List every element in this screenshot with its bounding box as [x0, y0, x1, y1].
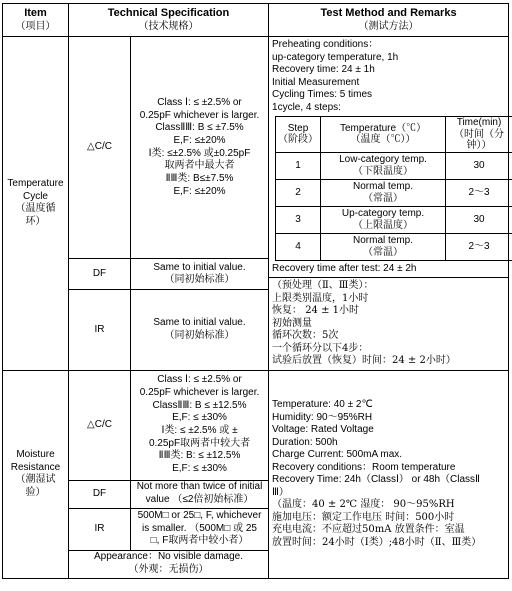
header-method: Test Method and Remarks （测试方法） — [269, 4, 509, 37]
mr-df-spec: Not more than twice of initial value （≤2倍初始标准） — [131, 480, 269, 508]
tc-cc-label: △C/C — [69, 37, 131, 259]
mr-method-cell: Temperature: 40 ± 2℃ Humidity: 90～95%RH Voltage: Rated Voltage Duration: 500h Charge Current: 500mA max. Recovery conditions：Room temperature Recovery Time: 24h（ClassⅠ） or 48h（ClassⅡ Ⅲ） （温度：40 ± 2℃ 湿度： 90～95%RH 施加电压：额定工作电压 时间：500小时 充电电流：不应超过50mA 放置条件：室温 放置时间：24小时（Ⅰ类）;48小时（Ⅱ、Ⅲ类） — [269, 370, 509, 578]
mr-ir-label: IR — [69, 508, 131, 550]
mr-item-cell: Moisture Resistance （潮湿试 验） — [3, 370, 69, 578]
tc-method-zh: （预处理（Ⅱ、Ⅲ类）： 上限类别温度，1小时 恢复： 24 ± 1小时 初始测量 循环次数：5次 一个循环分以下4步： 试验后放置（恢复）时间：24 ± 2小时） — [269, 277, 508, 368]
tc-method-line: Recovery time after test: 24 ± 2h — [272, 262, 417, 274]
mr-df-label: DF — [69, 480, 131, 508]
tc-method-line: 1cycle, 4 steps: — [272, 101, 341, 113]
tc-item-cell: Temperature Cycle （温度循 环） — [3, 37, 69, 371]
tc-method-line: Recovery time: 24 ± 1h — [272, 64, 375, 75]
tc-method-line: up-category temperature, 1h — [272, 51, 399, 63]
steps-row: 3 Up-category temp. （上限温度） 30 — [276, 206, 512, 233]
mr-ir-spec: 500M□ or 25□, F, whichever is smaller. （500M□ 或 25 □, F取两者中较小者） — [131, 508, 269, 550]
tc-ir-spec: Same to initial value. （同初始标准） — [131, 290, 269, 370]
steps-row: 4 Normal temp. （常温） 2～3 — [276, 233, 512, 260]
tc-df-spec: Same to initial value. （同初始标准） — [131, 259, 269, 290]
mr-cc-label: △C/C — [69, 370, 131, 480]
header-row — [3, 4, 509, 37]
tc-method-cell — [269, 37, 509, 371]
steps-row: 1 Low-category temp. （下限温度） 30 — [276, 152, 512, 179]
tc-ir-label: IR — [69, 290, 131, 370]
mr-appearance-spec: Appearance：No visible damage. （外观：无损伤） — [69, 550, 269, 578]
steps-row: 2 Normal temp. （常温） 2～3 — [276, 179, 512, 206]
tc-method-line: Preheating conditions： — [272, 39, 379, 50]
spec-table — [2, 3, 509, 579]
mr-cc-row — [3, 370, 509, 480]
mr-cc-spec: Class Ⅰ: ≤ ±2.5% or 0.25pF whichever is larger. ClassⅡⅢ: B ≤ ±12.5% E,F: ≤ ±30% Ⅰ类: ≤ ±2.5% 或 ± 0.25pF取两者中较大者 ⅡⅢ类: B: ≤ ±12.5% E,F: ≤ ±30% — [131, 370, 269, 480]
tc-cc-spec: Class Ⅰ: ≤ ±2.5% or 0.25pF whichever is larger. ClassⅡⅢ: B ≤ ±7.5% E,F: ≤±20% Ⅰ类: ≤±2.5% 或±0.25pF 取两者中最大者 ⅡⅢ类: B≤±7.5% E,F: ≤±20% — [131, 37, 269, 259]
steps-header-row: Step （阶段） Temperature（℃） （温度（℃）） Time(min) （时间（分钟）） — [276, 117, 512, 153]
tc-method-line: Cycling Times: 5 times — [272, 89, 373, 100]
tc-method-line: Initial Measurement — [272, 76, 360, 88]
header-item: Item （项目） — [3, 4, 69, 37]
tc-df-label: DF — [69, 259, 131, 290]
cycle-steps-table — [275, 116, 512, 261]
tc-cc-row — [3, 37, 509, 259]
header-spec: Technical Specification （技术规格） — [69, 4, 269, 37]
